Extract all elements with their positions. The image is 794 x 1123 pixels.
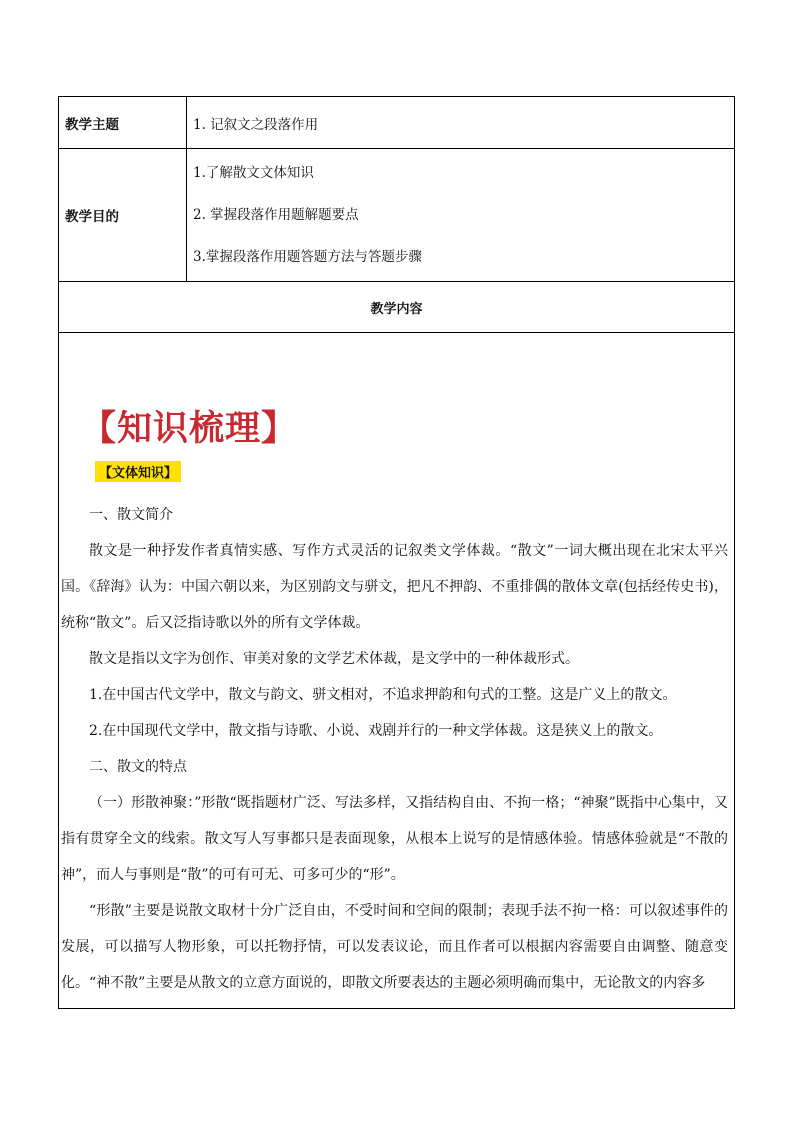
goal-list	[187, 149, 735, 282]
genre-knowledge-tag: 【文体知识】	[95, 461, 181, 482]
heading-features: 二、散文的特点	[89, 759, 187, 775]
paragraph: 2.在中国现代文学中，散文指与诗歌、小说、戏剧并行的一种文学体裁。这是狭义上的散文。	[89, 723, 663, 739]
paragraph: 1.在中国古代文学中，散文与韵文、骈文相对，不追求押韵和句式的工整。这是广义上的散文。	[89, 687, 677, 703]
theme-label: 教学主题	[59, 97, 187, 149]
goal-row	[59, 149, 735, 282]
section-banner: 【知识梳理】	[81, 409, 298, 449]
goal-item: 1.了解散文文体知识	[193, 165, 314, 181]
article-text	[61, 497, 728, 1001]
paragraph: （一）形散神聚：”形散“既指题材广泛、写法多样，又指结构自由、不拘一格；“神聚”既指中心集中，又指有贯穿全文的线索。散文写人写事都只是表面现象，从根本上说写的是情感体验。情感体验就是“不散的神”，而人与事则是“散”的可有可无、可多可少的“形”。	[61, 795, 728, 883]
paragraph: 散文是指以文字为创作、审美对象的文学艺术体裁，是文学中的一种体裁形式。	[89, 651, 579, 667]
theme-value: 1. 记叙文之段落作用	[187, 97, 735, 149]
content-header-row	[59, 282, 735, 333]
paragraph: “形散”主要是说散文取材十分广泛自由，不受时间和空间的限制；表现手法不拘一格：可以叙述事件的发展，可以描写人物形象，可以托物抒情，可以发表议论，而且作者可以根据内容需要自由调整、随意变化。“神不散”主要是从散文的立意方面说的，即散文所要表达的主题必须明确而集中，无论散文的内容多	[61, 903, 728, 991]
theme-row	[59, 97, 735, 149]
paragraph: 散文是一种抒发作者真情实感、写作方式灵活的记叙类文学体裁。“散文”一词大概出现在北宋太平兴国。《辞海》认为：中国六朝以来，为区别韵文与骈文，把凡不押韵、不重排偶的散体文章(包括经传史书)，统称“散文”。后又泛指诗歌以外的所有文学体裁。	[61, 543, 728, 631]
lesson-plan-table	[58, 96, 735, 1009]
content-body-row	[59, 333, 735, 1009]
heading-intro: 一、散文简介	[89, 507, 173, 523]
content-body	[59, 333, 735, 1009]
goal-label: 教学目的	[59, 149, 187, 282]
content-header: 教学内容	[59, 282, 735, 333]
goal-item: 3.掌握段落作用题答题方法与答题步骤	[193, 249, 422, 265]
goal-item: 2. 掌握段落作用题解题要点	[193, 207, 359, 223]
content-body-wrap	[59, 333, 734, 1008]
